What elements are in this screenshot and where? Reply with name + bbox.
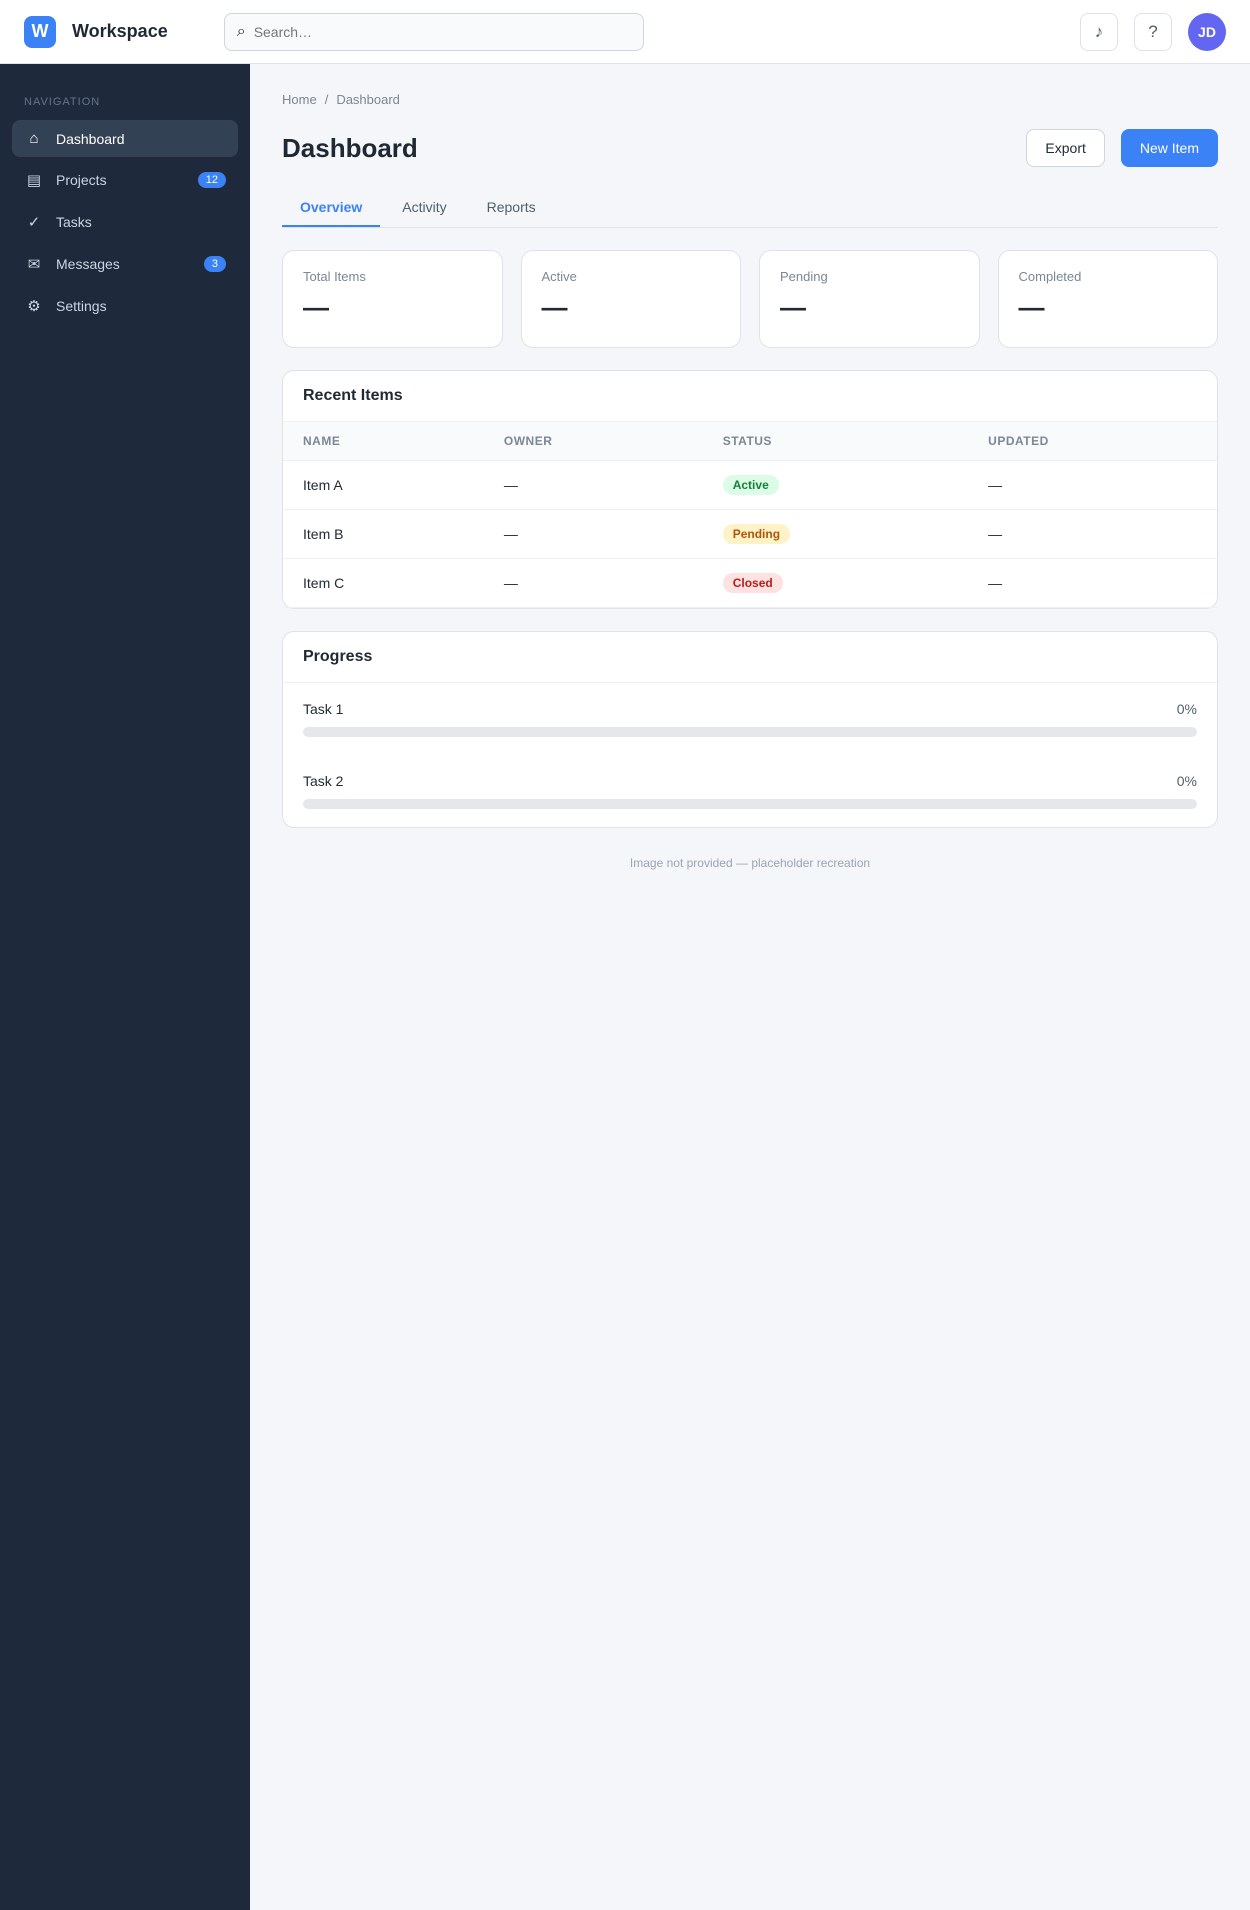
cell-owner: — bbox=[484, 461, 703, 510]
count-badge: 3 bbox=[204, 256, 226, 272]
stats-row bbox=[282, 250, 1218, 348]
gear-icon: ⚙ bbox=[27, 298, 41, 315]
tab-activity[interactable]: Activity bbox=[402, 199, 447, 215]
progress-label: Task 2 bbox=[303, 773, 344, 789]
column-header[interactable]: UPDATED bbox=[968, 422, 1217, 461]
progress-item bbox=[283, 683, 1217, 755]
count-badge: 12 bbox=[198, 172, 226, 188]
breadcrumb bbox=[282, 92, 1218, 107]
progress-percent: 0% bbox=[1176, 701, 1197, 717]
folder-icon: ▤ bbox=[26, 172, 42, 189]
search-box[interactable] bbox=[224, 13, 644, 51]
stat-card bbox=[521, 250, 742, 348]
sidebar-heading: NAVIGATION bbox=[24, 96, 101, 108]
stat-label: Active bbox=[541, 269, 577, 284]
tab-bar bbox=[282, 189, 1218, 228]
tab-overview[interactable]: Overview bbox=[282, 189, 380, 227]
cell-owner: — bbox=[484, 510, 703, 559]
column-header[interactable]: STATUS bbox=[703, 422, 968, 461]
notifications-button[interactable] bbox=[1080, 13, 1118, 51]
cell-name: Item B bbox=[283, 510, 484, 559]
stat-card bbox=[998, 250, 1219, 348]
home-icon: ⌂ bbox=[29, 130, 39, 147]
progress-percent: 0% bbox=[1176, 773, 1197, 789]
avatar[interactable]: JD bbox=[1188, 13, 1226, 51]
stat-value: — bbox=[541, 292, 568, 322]
breadcrumb-current: Dashboard bbox=[336, 92, 400, 107]
panel-title: Recent Items bbox=[303, 387, 403, 404]
panel-title: Progress bbox=[303, 648, 373, 665]
footer-note: Image not provided — placeholder recreation bbox=[629, 856, 871, 870]
items-panel bbox=[282, 370, 1218, 609]
cell-updated: — bbox=[968, 559, 1217, 608]
cell-updated: — bbox=[968, 461, 1217, 510]
sidebar-item-messages[interactable] bbox=[12, 245, 238, 283]
help-icon: ? bbox=[1148, 21, 1158, 41]
sidebar-item-label: Tasks bbox=[56, 214, 92, 230]
progress-track bbox=[303, 727, 1197, 737]
sidebar-item-label: Messages bbox=[56, 256, 120, 272]
cell-name: Item C bbox=[283, 559, 484, 608]
sidebar-item-projects[interactable] bbox=[12, 161, 238, 199]
status-badge: Closed bbox=[723, 573, 783, 593]
progress-track bbox=[303, 799, 1197, 809]
progress-panel bbox=[282, 631, 1218, 828]
sidebar-item-tasks[interactable] bbox=[12, 203, 238, 241]
bell-icon: ♪ bbox=[1094, 21, 1104, 41]
help-button[interactable] bbox=[1134, 13, 1172, 51]
cell-owner: — bbox=[484, 559, 703, 608]
check-icon: ✓ bbox=[27, 214, 41, 231]
cell-name: Item A bbox=[283, 461, 484, 510]
breadcrumb-home[interactable]: Home bbox=[282, 92, 317, 107]
top-bar bbox=[0, 0, 1250, 64]
stat-card bbox=[282, 250, 503, 348]
table-row[interactable] bbox=[283, 510, 1217, 559]
status-badge: Active bbox=[723, 475, 779, 495]
stat-label: Total Items bbox=[303, 269, 366, 284]
stat-card bbox=[759, 250, 980, 348]
column-header[interactable]: NAME bbox=[283, 422, 484, 461]
progress-label: Task 1 bbox=[303, 701, 344, 717]
stat-value: — bbox=[303, 292, 329, 322]
app-logo: W bbox=[24, 16, 56, 48]
progress-item bbox=[283, 755, 1217, 827]
stat-value: — bbox=[1018, 292, 1045, 322]
sidebar-item-label: Settings bbox=[56, 298, 107, 314]
cell-updated: — bbox=[968, 510, 1217, 559]
stat-label: Completed bbox=[1018, 269, 1082, 284]
breadcrumb-separator: / bbox=[324, 92, 329, 107]
search-input[interactable] bbox=[254, 24, 631, 40]
table-row[interactable] bbox=[283, 559, 1217, 608]
items-table bbox=[283, 422, 1217, 608]
stat-label: Pending bbox=[780, 269, 828, 284]
main-content bbox=[250, 64, 1250, 1910]
stat-value: — bbox=[780, 292, 806, 322]
sidebar-item-label: Dashboard bbox=[56, 130, 125, 147]
export-button[interactable]: Export bbox=[1026, 129, 1104, 167]
app-title: Workspace bbox=[72, 21, 168, 41]
sidebar-item-label: Projects bbox=[56, 172, 107, 188]
sidebar bbox=[0, 64, 250, 1910]
new-item-button[interactable]: New Item bbox=[1121, 129, 1218, 167]
status-badge: Pending bbox=[723, 524, 790, 544]
page-title: Dashboard bbox=[282, 132, 418, 163]
tab-reports[interactable]: Reports bbox=[486, 199, 536, 215]
sidebar-item-settings[interactable] bbox=[12, 287, 238, 325]
search-icon: ⌕ bbox=[236, 22, 246, 40]
table-row[interactable] bbox=[283, 461, 1217, 510]
sidebar-item-dashboard[interactable] bbox=[12, 120, 238, 157]
page-header bbox=[282, 129, 1218, 167]
column-header[interactable]: OWNER bbox=[484, 422, 703, 461]
mail-icon: ✉ bbox=[27, 256, 41, 273]
